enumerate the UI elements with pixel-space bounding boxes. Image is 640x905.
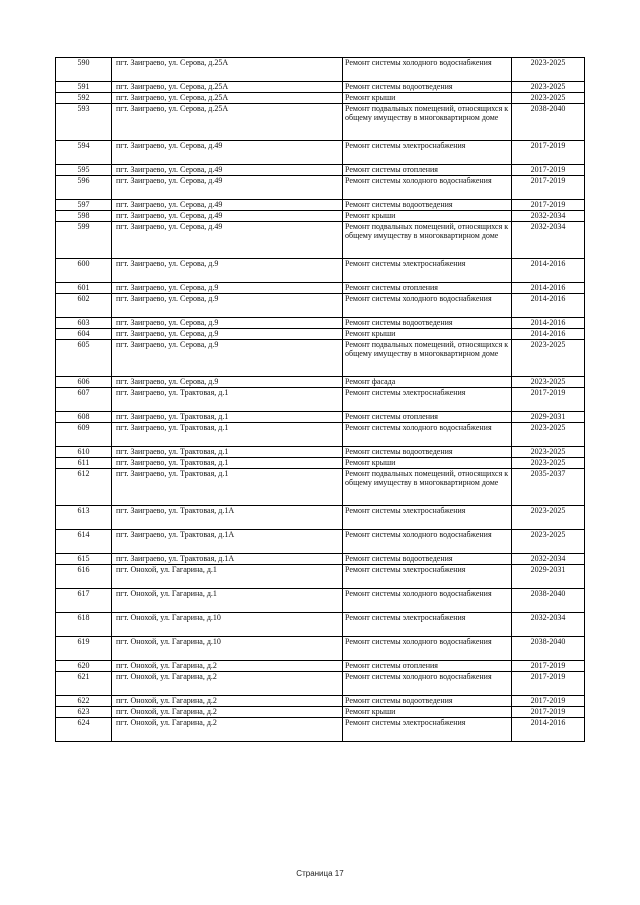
row-number-cell: 611 [56, 458, 112, 469]
address-cell: пгт. Заиграево, ул. Трактовая, д.1 [112, 423, 343, 447]
period-cell: 2038-2040 [512, 104, 585, 141]
address-cell: пгт. Онохой, ул. Гагарина, д.2 [112, 707, 343, 718]
table-row [56, 93, 585, 104]
work-type-cell: Ремонт крыши [343, 707, 512, 718]
period-cell: 2032-2034 [512, 222, 585, 259]
row-number-cell: 603 [56, 318, 112, 329]
table-row [56, 696, 585, 707]
address-cell: пгт. Заиграево, ул. Трактовая, д.1А [112, 554, 343, 565]
period-cell: 2014-2016 [512, 294, 585, 318]
address-cell: пгт. Заиграево, ул. Трактовая, д.1А [112, 506, 343, 530]
table-row [56, 589, 585, 613]
period-cell: 2023-2025 [512, 93, 585, 104]
work-type-cell: Ремонт системы холодного водоснабжения [343, 423, 512, 447]
work-type-cell: Ремонт крыши [343, 93, 512, 104]
work-type-cell: Ремонт системы электроснабжения [343, 506, 512, 530]
period-cell: 2023-2025 [512, 340, 585, 377]
period-cell: 2014-2016 [512, 283, 585, 294]
period-cell: 2023-2025 [512, 58, 585, 82]
table-row [56, 340, 585, 377]
work-type-cell: Ремонт системы электроснабжения [343, 259, 512, 283]
period-cell: 2023-2025 [512, 506, 585, 530]
row-number-cell: 607 [56, 388, 112, 412]
work-type-cell: Ремонт системы отопления [343, 661, 512, 672]
work-type-cell: Ремонт системы отопления [343, 283, 512, 294]
address-cell: пгт. Заиграево, ул. Серова, д.49 [112, 222, 343, 259]
table-row [56, 104, 585, 141]
row-number-cell: 622 [56, 696, 112, 707]
work-type-cell: Ремонт крыши [343, 458, 512, 469]
address-cell: пгт. Заиграево, ул. Серова, д.25А [112, 93, 343, 104]
row-number-cell: 613 [56, 506, 112, 530]
work-type-cell: Ремонт системы водоотведения [343, 554, 512, 565]
work-type-cell: Ремонт системы электроснабжения [343, 613, 512, 637]
page-number: Страница 17 [296, 869, 344, 878]
address-cell: пгт. Онохой, ул. Гагарина, д.2 [112, 718, 343, 742]
row-number-cell: 623 [56, 707, 112, 718]
work-type-cell: Ремонт подвальных помещений, относящихся к общему имуществу в многоквартирном доме [343, 340, 512, 377]
work-type-cell: Ремонт системы водоотведения [343, 318, 512, 329]
row-number-cell: 615 [56, 554, 112, 565]
row-number-cell: 601 [56, 283, 112, 294]
work-type-cell: Ремонт системы водоотведения [343, 696, 512, 707]
period-cell: 2029-2031 [512, 565, 585, 589]
table-row [56, 318, 585, 329]
row-number-cell: 618 [56, 613, 112, 637]
work-type-cell: Ремонт фасада [343, 377, 512, 388]
table-body [56, 58, 585, 742]
address-cell: пгт. Заиграево, ул. Серова, д.9 [112, 259, 343, 283]
period-cell: 2038-2040 [512, 589, 585, 613]
table-row [56, 141, 585, 165]
period-cell: 2017-2019 [512, 672, 585, 696]
works-table [55, 57, 585, 742]
row-number-cell: 597 [56, 200, 112, 211]
address-cell: пгт. Заиграево, ул. Серова, д.49 [112, 165, 343, 176]
table-row [56, 661, 585, 672]
table-row [56, 469, 585, 506]
table-row [56, 222, 585, 259]
row-number-cell: 624 [56, 718, 112, 742]
address-cell: пгт. Заиграево, ул. Серова, д.25А [112, 58, 343, 82]
work-type-cell: Ремонт системы холодного водоснабжения [343, 589, 512, 613]
address-cell: пгт. Заиграево, ул. Серова, д.25А [112, 104, 343, 141]
table-row [56, 672, 585, 696]
address-cell: пгт. Онохой, ул. Гагарина, д.1 [112, 565, 343, 589]
table-row [56, 283, 585, 294]
table-row [56, 165, 585, 176]
period-cell: 2017-2019 [512, 388, 585, 412]
work-type-cell: Ремонт системы холодного водоснабжения [343, 176, 512, 200]
work-type-cell: Ремонт системы электроснабжения [343, 141, 512, 165]
table-row [56, 530, 585, 554]
work-type-cell: Ремонт системы отопления [343, 165, 512, 176]
address-cell: пгт. Заиграево, ул. Серова, д.49 [112, 141, 343, 165]
work-type-cell: Ремонт подвальных помещений, относящихся к общему имуществу в многоквартирном доме [343, 469, 512, 506]
period-cell: 2035-2037 [512, 469, 585, 506]
table-row [56, 565, 585, 589]
address-cell: пгт. Онохой, ул. Гагарина, д.10 [112, 637, 343, 661]
row-number-cell: 592 [56, 93, 112, 104]
period-cell: 2038-2040 [512, 637, 585, 661]
address-cell: пгт. Заиграево, ул. Серова, д.9 [112, 377, 343, 388]
address-cell: пгт. Заиграево, ул. Трактовая, д.1 [112, 458, 343, 469]
table-row [56, 554, 585, 565]
work-type-cell: Ремонт системы холодного водоснабжения [343, 530, 512, 554]
period-cell: 2017-2019 [512, 661, 585, 672]
row-number-cell: 619 [56, 637, 112, 661]
row-number-cell: 602 [56, 294, 112, 318]
period-cell: 2014-2016 [512, 259, 585, 283]
period-cell: 2032-2034 [512, 613, 585, 637]
address-cell: пгт. Заиграево, ул. Серова, д.9 [112, 283, 343, 294]
row-number-cell: 595 [56, 165, 112, 176]
row-number-cell: 617 [56, 589, 112, 613]
address-cell: пгт. Заиграево, ул. Серова, д.49 [112, 176, 343, 200]
work-type-cell: Ремонт подвальных помещений, относящихся к общему имуществу в многоквартирном доме [343, 104, 512, 141]
work-type-cell: Ремонт системы электроснабжения [343, 565, 512, 589]
table-row [56, 200, 585, 211]
address-cell: пгт. Онохой, ул. Гагарина, д.2 [112, 661, 343, 672]
work-type-cell: Ремонт системы холодного водоснабжения [343, 637, 512, 661]
period-cell: 2014-2016 [512, 318, 585, 329]
address-cell: пгт. Заиграево, ул. Трактовая, д.1 [112, 412, 343, 423]
table-row [56, 259, 585, 283]
address-cell: пгт. Заиграево, ул. Серова, д.9 [112, 329, 343, 340]
period-cell: 2017-2019 [512, 696, 585, 707]
row-number-cell: 594 [56, 141, 112, 165]
table-row [56, 294, 585, 318]
table-row [56, 613, 585, 637]
period-cell: 2032-2034 [512, 554, 585, 565]
table-row [56, 718, 585, 742]
work-type-cell: Ремонт подвальных помещений, относящихся к общему имуществу в многоквартирном доме [343, 222, 512, 259]
work-type-cell: Ремонт системы холодного водоснабжения [343, 672, 512, 696]
row-number-cell: 621 [56, 672, 112, 696]
row-number-cell: 590 [56, 58, 112, 82]
address-cell: пгт. Заиграево, ул. Трактовая, д.1 [112, 447, 343, 458]
table-row [56, 447, 585, 458]
address-cell: пгт. Онохой, ул. Гагарина, д.2 [112, 696, 343, 707]
work-type-cell: Ремонт системы водоотведения [343, 200, 512, 211]
row-number-cell: 604 [56, 329, 112, 340]
row-number-cell: 616 [56, 565, 112, 589]
work-type-cell: Ремонт системы водоотведения [343, 82, 512, 93]
address-cell: пгт. Заиграево, ул. Серова, д.9 [112, 340, 343, 377]
work-type-cell: Ремонт системы холодного водоснабжения [343, 58, 512, 82]
work-type-cell: Ремонт системы холодного водоснабжения [343, 294, 512, 318]
period-cell: 2017-2019 [512, 165, 585, 176]
address-cell: пгт. Заиграево, ул. Трактовая, д.1А [112, 530, 343, 554]
table-row [56, 388, 585, 412]
table-row [56, 707, 585, 718]
period-cell: 2023-2025 [512, 377, 585, 388]
table-row [56, 637, 585, 661]
row-number-cell: 609 [56, 423, 112, 447]
row-number-cell: 620 [56, 661, 112, 672]
period-cell: 2017-2019 [512, 141, 585, 165]
table-row [56, 58, 585, 82]
row-number-cell: 606 [56, 377, 112, 388]
work-type-cell: Ремонт системы электроснабжения [343, 718, 512, 742]
period-cell: 2017-2019 [512, 707, 585, 718]
row-number-cell: 614 [56, 530, 112, 554]
work-type-cell: Ремонт крыши [343, 329, 512, 340]
work-type-cell: Ремонт крыши [343, 211, 512, 222]
row-number-cell: 598 [56, 211, 112, 222]
address-cell: пгт. Онохой, ул. Гагарина, д.2 [112, 672, 343, 696]
period-cell: 2023-2025 [512, 458, 585, 469]
table-row [56, 506, 585, 530]
period-cell: 2014-2016 [512, 329, 585, 340]
period-cell: 2029-2031 [512, 412, 585, 423]
row-number-cell: 593 [56, 104, 112, 141]
address-cell: пгт. Онохой, ул. Гагарина, д.10 [112, 613, 343, 637]
work-type-cell: Ремонт системы отопления [343, 412, 512, 423]
address-cell: пгт. Заиграево, ул. Серова, д.9 [112, 294, 343, 318]
period-cell: 2014-2016 [512, 718, 585, 742]
period-cell: 2017-2019 [512, 176, 585, 200]
work-type-cell: Ремонт системы электроснабжения [343, 388, 512, 412]
table-row [56, 82, 585, 93]
period-cell: 2017-2019 [512, 200, 585, 211]
table-row [56, 329, 585, 340]
row-number-cell: 599 [56, 222, 112, 259]
period-cell: 2023-2025 [512, 447, 585, 458]
period-cell: 2023-2025 [512, 423, 585, 447]
address-cell: пгт. Онохой, ул. Гагарина, д.1 [112, 589, 343, 613]
address-cell: пгт. Заиграево, ул. Серова, д.49 [112, 211, 343, 222]
table-row [56, 176, 585, 200]
period-cell: 2032-2034 [512, 211, 585, 222]
row-number-cell: 600 [56, 259, 112, 283]
row-number-cell: 608 [56, 412, 112, 423]
table-row [56, 377, 585, 388]
period-cell: 2023-2025 [512, 530, 585, 554]
row-number-cell: 610 [56, 447, 112, 458]
row-number-cell: 596 [56, 176, 112, 200]
address-cell: пгт. Заиграево, ул. Серова, д.49 [112, 200, 343, 211]
period-cell: 2023-2025 [512, 82, 585, 93]
row-number-cell: 612 [56, 469, 112, 506]
row-number-cell: 605 [56, 340, 112, 377]
address-cell: пгт. Заиграево, ул. Серова, д.9 [112, 318, 343, 329]
address-cell: пгт. Заиграево, ул. Трактовая, д.1 [112, 388, 343, 412]
table-row [56, 211, 585, 222]
address-cell: пгт. Заиграево, ул. Серова, д.25А [112, 82, 343, 93]
address-cell: пгт. Заиграево, ул. Трактовая, д.1 [112, 469, 343, 506]
table-row [56, 458, 585, 469]
table-row [56, 423, 585, 447]
row-number-cell: 591 [56, 82, 112, 93]
work-type-cell: Ремонт системы водоотведения [343, 447, 512, 458]
table-row [56, 412, 585, 423]
